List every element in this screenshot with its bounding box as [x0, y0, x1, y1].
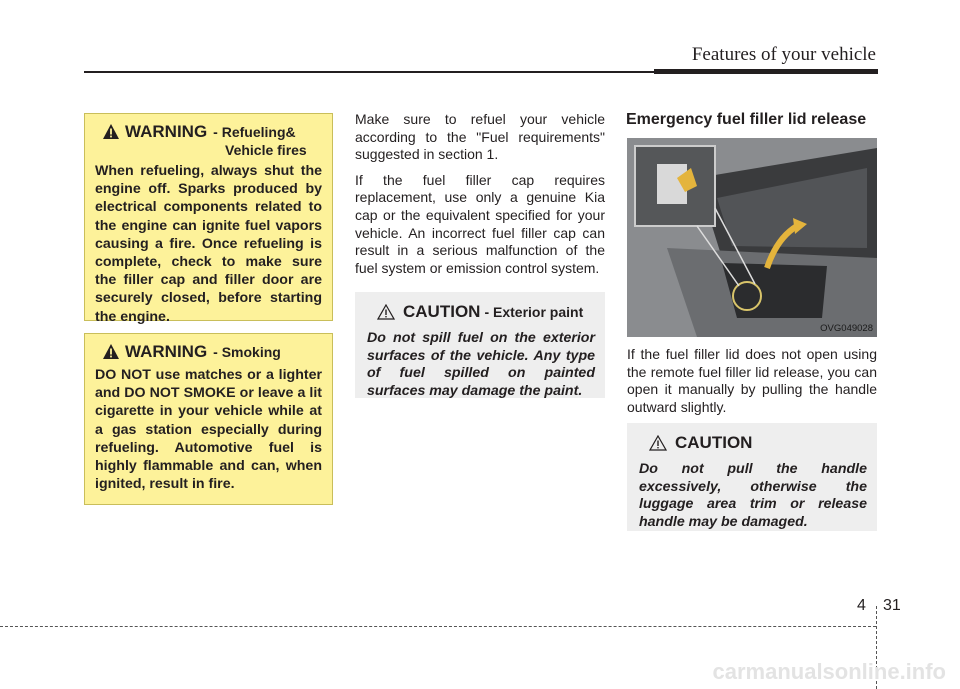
warning-box-smoking: [84, 333, 333, 505]
warning-text: DO NOT use matches or a lighter and DO NOT SMOKE or leave a lit cigarette in your vehicle while at a gas station especially during refueling. Automotive fuel is highly flammable and can, when ignited, result in fire.: [95, 367, 322, 493]
warning-triangle-filled-icon: [103, 124, 119, 139]
caution-triangle-outline-icon: [377, 304, 395, 320]
caution-triangle-outline-icon: [649, 435, 667, 451]
warning-heading: [103, 122, 322, 158]
paragraph: Make sure to refuel your vehicle according to the "Fuel requirements" suggested in section 1.: [355, 111, 605, 163]
caution-label: CAUTION: [675, 433, 753, 452]
header-rule: [84, 71, 654, 73]
caution-box-handle: [627, 423, 877, 531]
warning-label: WARNING: [125, 342, 208, 361]
paragraph: If the fuel filler cap requires replacement, use only a genuine Kia cap or the equivalent specified for your vehicle. An incorrect fuel filler cap can result in a serious malfunction of the fuel system or emission control system.: [355, 171, 605, 276]
caution-topic: - Exterior paint: [484, 304, 584, 320]
section-title: Features of your vehicle: [691, 44, 876, 65]
warning-topic-line2: Vehicle fires: [225, 142, 307, 158]
warning-heading: [103, 342, 322, 362]
caution-heading: [377, 302, 595, 322]
warning-topic: - Smoking: [213, 344, 281, 360]
warning-topic: - Refueling&: [213, 124, 296, 140]
warning-triangle-filled-icon: [103, 344, 119, 359]
footer-rule: [0, 626, 876, 627]
trunk-illustration: [627, 138, 877, 337]
section-heading: Emergency fuel filler lid release: [626, 111, 867, 128]
warning-text: When refueling, always shut the engine off. Sparks produced by electrical components related to the engine can ignite fuel vapors causing a fire. Once refueling is complete, check to make sure the filler cap and filler door are securely closed, before starting the engine.: [95, 163, 322, 325]
right-column-text: [627, 346, 877, 416]
caution-box-exterior-paint: [355, 292, 605, 398]
caution-text: Do not spill fuel on the exterior surfaces of the vehicle. Any type of fuel spilled on painted surfaces may damage the paint.: [367, 330, 595, 399]
caution-heading: [649, 433, 867, 453]
header-rule-bold: [654, 69, 878, 74]
chapter-number: 4: [857, 597, 866, 614]
warning-box-refueling: [84, 113, 333, 325]
caution-text: Do not pull the handle excessively, otherwise the luggage area trim or release handle may be damaged.: [639, 461, 867, 530]
figure-code: OVG049028: [820, 323, 873, 334]
page-number: 31: [883, 597, 901, 614]
paragraph: If the fuel filler lid does not open using the remote fuel filler lid release, you can open it manually by pulling the handle outward slightly.: [627, 346, 877, 415]
warning-label: WARNING: [125, 122, 208, 141]
watermark: carmanualsonline.info: [712, 659, 946, 684]
trunk-photo: [627, 138, 877, 337]
caution-label: CAUTION: [403, 302, 481, 321]
middle-column-text: [355, 111, 605, 285]
